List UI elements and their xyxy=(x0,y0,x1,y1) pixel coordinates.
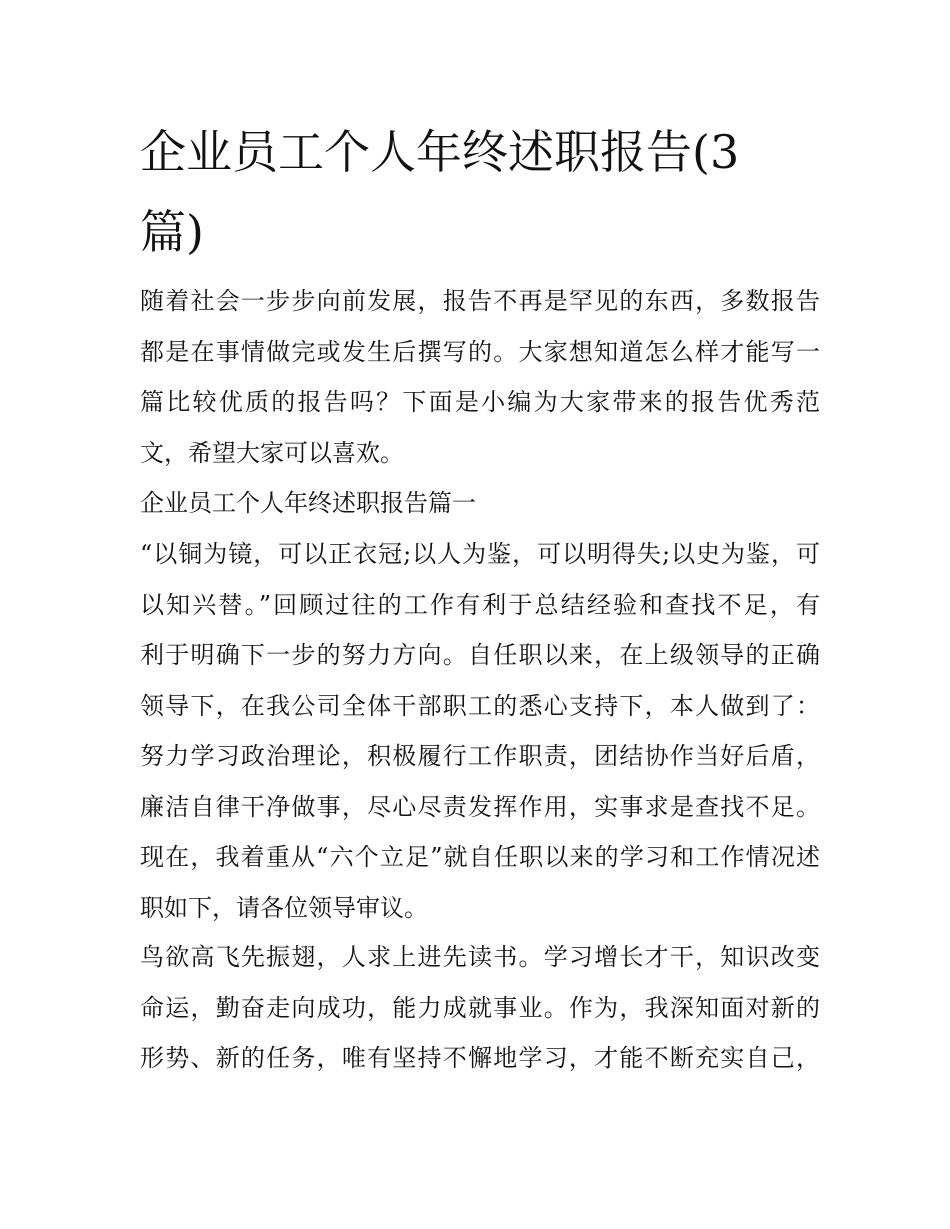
document-title xyxy=(140,112,820,272)
text-line: 以知兴替。”回顾过往的工作有利于总结经验和查找不足，有 xyxy=(140,590,820,619)
text-line: 现在，我着重从“六个立足”就自任职以来的学习和工作情况述 xyxy=(140,843,820,871)
text-line: 利于明确下一步的努力方向。自任职以来，在上级领导的正确 xyxy=(140,641,820,669)
body-paragraph xyxy=(140,529,820,933)
text-line: 领导下，在我公司全体干部职工的悉心支持下，本人做到了： xyxy=(140,691,820,720)
text-line: 命运，勤奋走向成功，能力成就事业。作为，我深知面对新的 xyxy=(140,993,820,1022)
text-line: 形势、新的任务，唯有坚持不懈地学习，才能不断充实自己， xyxy=(140,1044,820,1072)
text-line: 鸟欲高飞先振翅，人求上进先读书。学习增长才干，知识改变 xyxy=(140,943,820,971)
text-line: 职如下，请各位领导审议。 xyxy=(140,893,428,922)
text-line: 努力学习政治理论，积极履行工作职责，团结协作当好后盾， xyxy=(140,742,820,770)
text-line: 随着社会一步步向前发展，报告不再是罕见的东西，多数报告 xyxy=(140,287,820,315)
title-line: 篇) xyxy=(140,205,204,259)
text-line: 企业员工个人年终述职报告篇一 xyxy=(140,489,476,517)
text-line: 文，希望大家可以喜欢。 xyxy=(140,438,404,467)
text-line: 都是在事情做完或发生后撰写的。大家想知道怎么样才能写一 xyxy=(140,337,820,366)
text-line: 廉洁自律干净做事，尽心尽责发挥作用，实事求是查找不足。 xyxy=(140,792,820,821)
text-line: 篇比较优质的报告吗？下面是小编为大家带来的报告优秀范 xyxy=(140,388,820,416)
section-heading xyxy=(140,478,820,529)
intro-paragraph xyxy=(140,276,820,478)
body-paragraph xyxy=(140,932,820,1084)
title-line: 企业员工个人年终述职报告(3 xyxy=(140,125,740,179)
text-line: “以铜为镜，可以正衣冠;以人为鉴，可以明得失;以史为鉴，可 xyxy=(140,540,820,568)
